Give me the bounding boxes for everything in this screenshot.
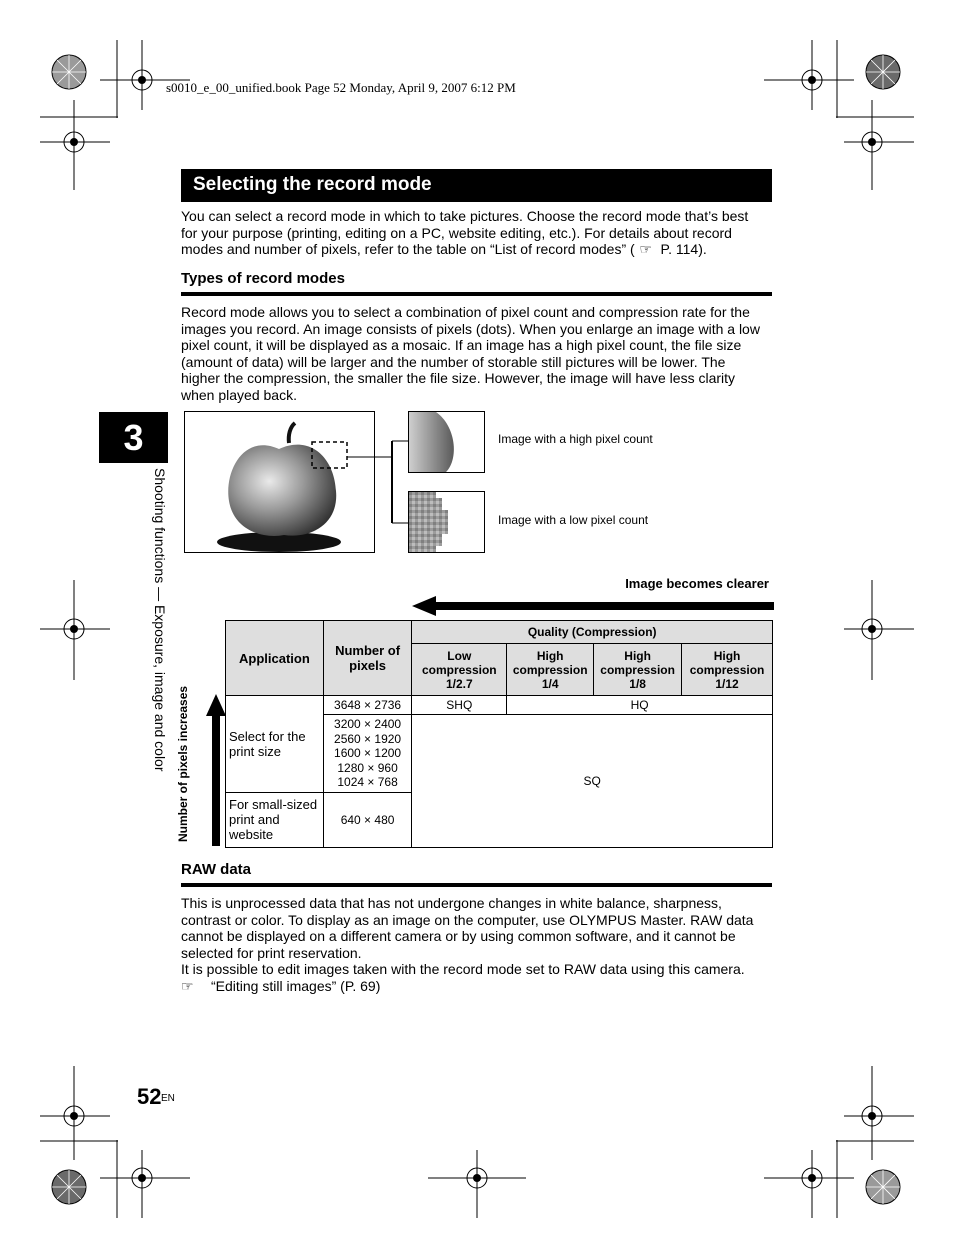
arrow-left-icon <box>412 596 774 616</box>
quality-col-1 <box>412 644 507 696</box>
raw-line: selected for print reservation. <box>181 944 362 961</box>
pixels-value: 1280 × 960 <box>337 760 398 775</box>
file-info-header: s0010_e_00_unified.book Page 52 Monday, April 9, 2007 6:12 PM <box>166 80 516 95</box>
mode-cell: SQ <box>412 715 773 848</box>
page-language: EN <box>161 1093 175 1104</box>
pixels-value: 3200 × 2400 <box>334 717 402 731</box>
pixels-cell: 640 × 480 <box>323 792 412 847</box>
quality-label: Low compression <box>421 648 497 677</box>
quality-label: High compression <box>689 648 765 677</box>
clarity-arrow-label: Image becomes clearer <box>625 576 769 591</box>
intro-line: for your purpose (printing, editing on a PC, website editing, etc.). For details about record <box>181 224 732 241</box>
reference-hand-icon: ☞ <box>181 977 194 994</box>
intro-page-ref: P. 114). <box>656 241 707 257</box>
raw-paragraph <box>181 895 772 994</box>
application-cell: For small-sized print and website <box>226 792 324 847</box>
types-paragraph <box>181 304 772 403</box>
types-line: images you record. An image consists of pixels (dots). When you enlarge an image with a low <box>181 320 760 337</box>
quality-ratio: 1/2.7 <box>445 676 473 691</box>
types-line: higher the compression, the smaller the file size. However, the image will have less clarity <box>181 370 736 386</box>
reference-hand-icon: ☞ <box>639 241 652 257</box>
raw-line: contrast or color. To display as an image on the computer, use OLYMPUS Master. RAW data <box>181 911 754 928</box>
types-line: (amount of data) will be larger and the number of storable still pictures will be lower. The <box>181 353 726 370</box>
quality-label: High compression <box>512 648 588 677</box>
types-heading: Types of record modes <box>181 270 772 296</box>
pixels-value: 1600 × 1200 <box>334 746 402 760</box>
page-number: 52 <box>137 1084 162 1109</box>
apple-photo-figure <box>184 411 494 554</box>
table-header-row <box>226 621 773 644</box>
mode-cell: SHQ <box>412 696 507 715</box>
quality-col-4 <box>682 644 773 696</box>
quality-ratio: 1/12 <box>715 676 739 691</box>
raw-ref: “Editing still images” (P. 69) <box>211 977 381 994</box>
intro-paragraph <box>181 208 772 258</box>
raw-line: This is unprocessed data that has not undergone changes in white balance, sharpness, <box>181 895 722 911</box>
quality-col-2 <box>507 644 594 696</box>
quality-header: Quality (Compression) <box>412 621 773 644</box>
high-pixel-caption: Image with a high pixel count <box>498 432 653 446</box>
arrow-up-icon <box>206 694 226 846</box>
pixels-increase-label: Number of pixels increases <box>176 685 190 842</box>
types-line: Record mode allows you to select a combination of pixel count and compression rate for the <box>181 304 750 320</box>
types-line: when played back. <box>181 386 297 403</box>
application-cell: Select for the print size <box>226 696 324 793</box>
raw-heading: RAW data <box>181 861 772 887</box>
quality-ratio: 1/8 <box>629 676 646 691</box>
quality-ratio: 1/4 <box>541 676 559 691</box>
intro-line: You can select a record mode in which to take pictures. Choose the record mode that’s best <box>181 208 749 224</box>
low-pixel-caption: Image with a low pixel count <box>498 513 649 527</box>
raw-ref-line <box>181 978 772 995</box>
section-title: Selecting the record mode <box>181 169 772 202</box>
quality-col-3 <box>594 644 682 696</box>
chapter-tab: 3 <box>99 412 168 463</box>
pixels-cell <box>323 715 412 793</box>
pixels-value: 1024 × 768 <box>337 775 398 789</box>
mode-cell: HQ <box>507 696 773 715</box>
quality-label: High compression <box>600 648 675 677</box>
types-line: pixel count, it will be displayed as a mosaic. If an image has a high pixel count, the file size <box>181 337 742 353</box>
intro-line <box>181 241 772 258</box>
pixels-value: 2560 × 1920 <box>334 731 402 746</box>
chapter-side-text: Shooting functions — Exposure, image and color <box>152 468 168 772</box>
record-mode-table <box>225 620 773 848</box>
application-header: Application <box>226 621 324 696</box>
pixels-header: Number of pixels <box>323 621 412 696</box>
intro-text: modes and number of pixels, refer to the table on “List of record modes” ( <box>181 241 635 257</box>
raw-line: cannot be displayed on a different camera or by using common software, and it cannot be <box>181 928 736 944</box>
raw-line: It is possible to edit images taken with the record mode set to RAW data using this camera. <box>181 961 745 977</box>
pixels-cell: 3648 × 2736 <box>323 696 412 715</box>
table-row <box>226 696 773 715</box>
